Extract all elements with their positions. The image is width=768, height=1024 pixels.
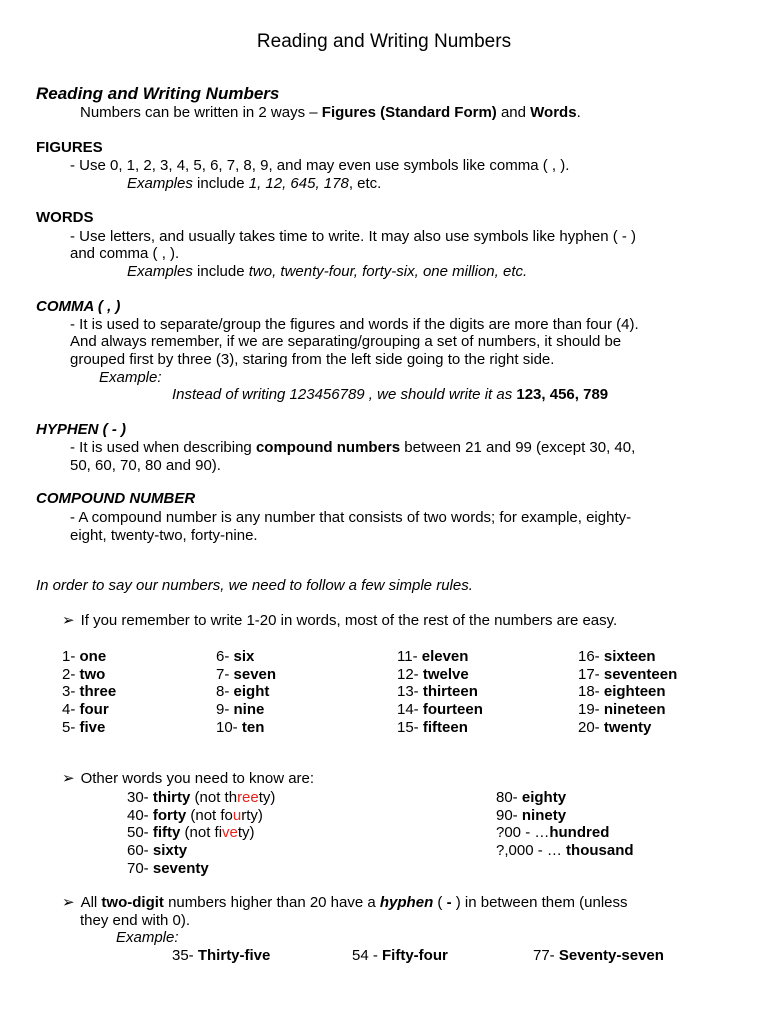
tens-word: thirty xyxy=(152,789,191,806)
hyphen-heading: HYPHEN ( - ) xyxy=(36,421,126,438)
tens-word: eighty xyxy=(521,789,567,806)
tens-word: ninety xyxy=(521,806,567,824)
bullet-3: ➢ All two-digit numbers higher than 20 have a hyphen ( - ) in between them (unless xyxy=(62,894,628,911)
number-figure: 4- xyxy=(62,701,80,719)
number-entry xyxy=(578,648,656,666)
words-line-2: and comma ( , ). xyxy=(70,245,180,262)
words-heading: WORDS xyxy=(36,209,94,226)
number-figure: 2- xyxy=(62,665,80,683)
figures-examples: Examples include 1, 12, 645, 178, etc. xyxy=(127,175,382,192)
number-entry xyxy=(216,666,276,684)
number-entry xyxy=(578,683,666,701)
not-note: (not th xyxy=(190,789,238,806)
number-figure: 19- xyxy=(578,701,604,719)
number-figure: 16- xyxy=(578,648,604,665)
compound-line-2: eight, twenty-two, forty-nine. xyxy=(70,527,258,544)
tens-entry xyxy=(496,789,566,807)
number-figure: 5- xyxy=(62,718,80,736)
comma-heading: COMMA ( , ) xyxy=(36,298,121,315)
tens-entry xyxy=(127,807,263,825)
tens-figure: 40- xyxy=(127,806,153,824)
tens-figure: ?00 - … xyxy=(496,824,550,842)
number-figure: 8- xyxy=(216,683,234,701)
number-word: eleven xyxy=(421,648,469,665)
tens-entry xyxy=(496,824,609,842)
tens-entry xyxy=(127,842,187,860)
figures-heading: FIGURES xyxy=(36,139,103,156)
compound-line-1: - A compound number is any number that consists of two words; for example, eighty- xyxy=(70,509,632,526)
rules-intro: In order to say our numbers, we need to follow a few simple rules. xyxy=(36,577,473,594)
arrow-bullet-icon: ➢ xyxy=(62,894,75,911)
number-figure: 1- xyxy=(62,648,80,665)
example-entry xyxy=(533,947,664,965)
tens-word: hundred xyxy=(549,824,610,842)
example-figure: 35- xyxy=(172,947,198,964)
number-word: nine xyxy=(233,701,265,719)
number-figure: 6- xyxy=(216,648,234,665)
number-entry xyxy=(397,701,483,719)
number-entry xyxy=(216,683,269,701)
not-note: (not fo xyxy=(186,806,233,824)
tens-figure: ?,000 - … xyxy=(496,842,567,860)
bullet-2: ➢ Other words you need to know are: xyxy=(62,770,315,787)
example-word: Fifty-four xyxy=(382,947,448,964)
number-word: seventeen xyxy=(603,665,678,683)
not-note: rty) xyxy=(241,806,263,824)
number-word: twenty xyxy=(603,718,652,736)
tens-figure: 60- xyxy=(127,842,153,860)
comma-line-3: grouped first by three (3), staring from the left side going to the right side. xyxy=(70,351,555,368)
hyphen-line-2: 50, 60, 70, 80 and 90). xyxy=(70,457,221,474)
number-figure: 20- xyxy=(578,718,604,736)
bullet-3-line-2: they end with 0). xyxy=(80,912,191,929)
tens-figure: 30- xyxy=(127,789,153,806)
number-figure: 9- xyxy=(216,701,234,719)
bullet-1: ➢ If you remember to write 1-20 in words, most of the rest of the numbers are easy. xyxy=(62,612,618,629)
number-figure: 11- xyxy=(397,648,422,665)
misspelling-highlight: u xyxy=(232,806,242,824)
figures-line: - Use 0, 1, 2, 3, 4, 5, 6, 7, 8, 9, and may even use symbols like comma ( , ). xyxy=(70,157,570,174)
tens-entry xyxy=(496,842,634,860)
tens-word: forty xyxy=(152,806,187,824)
number-word: five xyxy=(79,718,106,736)
example-figure: 77- xyxy=(533,947,559,964)
tens-word: thousand xyxy=(566,842,634,860)
arrow-bullet-icon: ➢ xyxy=(62,770,75,787)
number-entry xyxy=(578,666,677,684)
tens-word: sixty xyxy=(152,842,188,860)
tens-entry xyxy=(496,807,566,825)
number-word: two xyxy=(79,665,106,683)
not-note: ty) xyxy=(258,789,276,806)
number-word: ten xyxy=(241,718,265,736)
number-word: six xyxy=(233,648,255,665)
number-word: three xyxy=(79,683,117,701)
number-word: fifteen xyxy=(422,718,468,736)
number-entry xyxy=(216,701,264,719)
bullet-3-example-label: Example: xyxy=(116,929,179,946)
compound-heading: COMPOUND NUMBER xyxy=(36,490,196,507)
tens-word: fifty xyxy=(152,824,181,842)
not-note: (not fi xyxy=(180,824,223,842)
comma-line-2: And always remember, if we are separating/grouping a set of numbers, it should be xyxy=(70,333,622,350)
example-entry xyxy=(352,947,448,965)
number-figure: 7- xyxy=(216,665,234,683)
number-figure: 13- xyxy=(397,683,423,701)
number-entry xyxy=(578,719,651,737)
number-word: sixteen xyxy=(603,648,656,665)
number-entry xyxy=(62,648,106,666)
number-entry xyxy=(397,719,468,737)
example-word: Thirty-five xyxy=(197,947,271,964)
number-entry xyxy=(578,701,666,719)
number-figure: 12- xyxy=(397,665,423,683)
words-line-1: - Use letters, and usually takes time to write. It may also use symbols like hyphen ( - ) xyxy=(70,228,637,245)
tens-figure: 50- xyxy=(127,824,153,842)
tens-entry xyxy=(127,789,275,807)
example-word: Seventy-seven xyxy=(558,947,664,964)
number-word: four xyxy=(79,701,109,719)
number-entry xyxy=(397,666,469,684)
hyphen-line-1: - It is used when describing compound numbers between 21 and 99 (except 30, 40, xyxy=(70,439,636,456)
not-note: ty) xyxy=(237,824,255,842)
number-entry xyxy=(62,719,105,737)
number-figure: 10- xyxy=(216,718,242,736)
number-word: twelve xyxy=(422,665,469,683)
number-figure: 14- xyxy=(397,701,423,719)
number-word: thirteen xyxy=(422,683,478,701)
comma-example-label: Example: xyxy=(99,369,162,386)
number-figure: 17- xyxy=(578,665,604,683)
number-entry xyxy=(62,683,116,701)
number-word: seven xyxy=(233,665,277,683)
example-entry xyxy=(172,947,270,965)
number-figure: 15- xyxy=(397,718,423,736)
misspelling-highlight: ree xyxy=(237,789,259,806)
number-word: one xyxy=(79,648,107,665)
number-entry xyxy=(62,701,109,719)
number-entry xyxy=(62,666,105,684)
misspelling-highlight: ve xyxy=(222,824,238,842)
example-figure: 54 - xyxy=(352,947,383,964)
intro-text: Numbers can be written in 2 ways – Figures (Standard Form) and Words. xyxy=(80,104,581,121)
number-entry xyxy=(397,648,468,666)
number-entry xyxy=(216,719,264,737)
number-word: eight xyxy=(233,683,270,701)
comma-line-1: - It is used to separate/group the figures and words if the digits are more than four (4). xyxy=(70,316,639,333)
intro-heading: Reading and Writing Numbers xyxy=(36,84,280,103)
number-figure: 3- xyxy=(62,683,80,701)
tens-entry xyxy=(127,824,255,842)
tens-word: seventy xyxy=(152,859,209,877)
number-word: eighteen xyxy=(603,683,666,701)
tens-figure: 80- xyxy=(496,789,522,806)
page-title: Reading and Writing Numbers xyxy=(256,31,512,52)
number-entry xyxy=(397,683,478,701)
number-word: fourteen xyxy=(422,701,483,719)
tens-figure: 70- xyxy=(127,859,153,877)
number-word: nineteen xyxy=(603,701,666,719)
words-examples: Examples include two, twenty-four, forty-six, one million, etc. xyxy=(127,263,528,280)
tens-entry xyxy=(127,860,209,878)
number-figure: 18- xyxy=(578,683,604,701)
arrow-bullet-icon: ➢ xyxy=(62,612,75,629)
tens-figure: 90- xyxy=(496,806,522,824)
number-entry xyxy=(216,648,254,666)
comma-example: Instead of writing 123456789 , we should write it as 123, 456, 789 xyxy=(172,386,609,403)
